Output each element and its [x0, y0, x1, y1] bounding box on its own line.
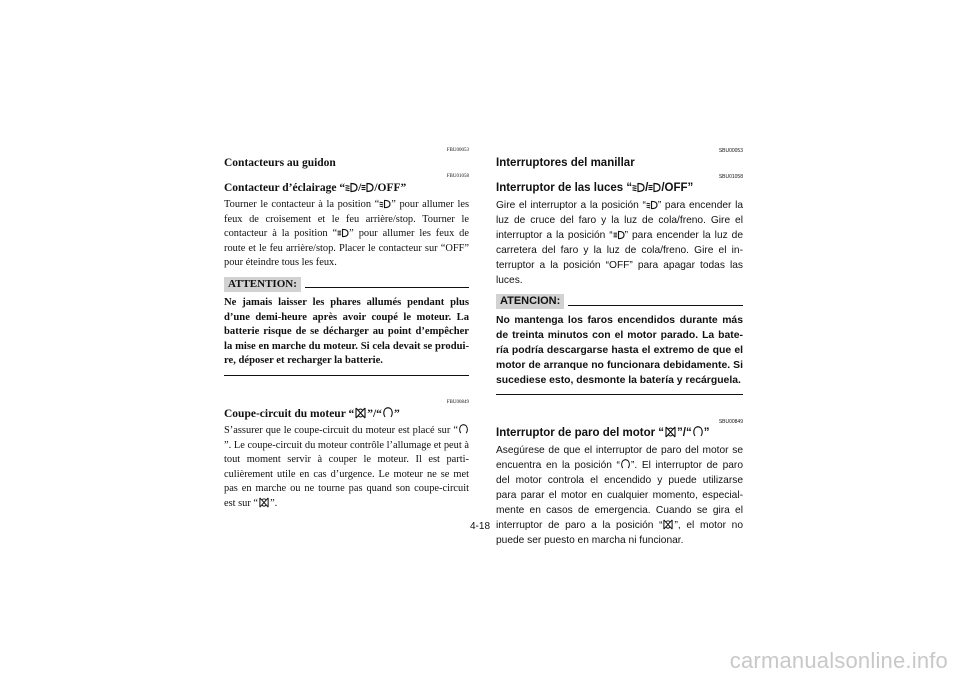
- high-beam-icon: [337, 228, 349, 238]
- high-beam-icon: [648, 182, 661, 193]
- divider: [305, 287, 469, 288]
- divider: [568, 305, 743, 306]
- engine-stop-paragraph: S’assurer que le coupe-circuit du moteur est placé sur “”. Le coupe-circuit du moteur contrôle l’allumage et peut à tout moment servir à couper le moteur. Il est particulièrement utile en cas d’urgence. Le moteur ne se met pas en marche ou ne tourne pas quand son coupe-circuit est sur “ ”.: [224, 424, 469, 509]
- engine-stop-heading: Interruptor de paro del motor “ ”/“ ”: [496, 427, 710, 439]
- engine-stop-heading: Coupe-circuit du moteur “ ”/“ ”: [224, 407, 400, 420]
- notice-text: Ne jamais laisser les phares allumés pendant plus d’une demi-heure après avoir coupé le moteur. La batterie risque de se décharger au point d’empêcher la mise en marche du moteur. Si cela devait se produire, déposer et recharger la batterie.: [224, 296, 469, 367]
- low-beam-icon: [646, 200, 658, 210]
- notice-header: [224, 277, 469, 292]
- section-code: SBU01058: [718, 174, 743, 180]
- high-beam-icon: [613, 230, 625, 240]
- spanish-column: [496, 148, 743, 548]
- light-switch-paragraph: Gire el interruptor a la posición “ ” para encender la luz de cruce del faro y la luz de cola/freno. Gire el interruptor a la posición “ ” para encender la luz de carretera del faro y la luz de cola/freno. Gire el interruptor a la posición “OFF” para apagar todas las luces.: [496, 200, 743, 286]
- engine-stop-paragraph: Asegúrese de que el interruptor de paro del motor se encuentra en la posición “ ”. El interruptor de paro del motor controla el encendido y puede utilizarse para parar el motor en cualquier momento, especialmente en casos de emergencia. Cuando se gira el interruptor de paro a la posición “ ”, el motor no puede ser puesto en marcha ni funcionar.: [496, 445, 743, 546]
- section-code: FBU00053: [446, 148, 469, 153]
- section-code: FBU00849: [446, 399, 469, 405]
- light-switch-heading: Interruptor de las luces “ / /OFF”: [496, 182, 694, 194]
- french-column: [224, 148, 469, 512]
- notice-label: ATENCION:: [496, 294, 564, 309]
- notice-label: ATTENTION:: [224, 277, 301, 292]
- section-code: SBU00053: [718, 148, 743, 154]
- light-switch-paragraph: Tourner le contacteur à la position “ ” pour allumer les feux de croisement et le feu arrière/stop. Tourner le contacteur à la position “ ” pour allumer les feux de route et le feu arrière/stop. Placer le contacteur sur “OFF” pour éteindre tous les feux.: [224, 199, 469, 269]
- engine-stop-off-icon: [258, 497, 270, 508]
- low-beam-icon: [632, 182, 645, 193]
- engine-run-icon: [692, 426, 704, 438]
- section-title: Interruptores del manillar: [496, 157, 635, 169]
- section-title: Contacteurs au guidon: [224, 157, 336, 169]
- section-code: SBU00849: [718, 419, 743, 425]
- low-beam-icon: [345, 182, 358, 193]
- notice-header: [496, 294, 743, 309]
- engine-run-icon: [382, 407, 394, 419]
- low-beam-icon: [379, 199, 391, 209]
- high-beam-icon: [361, 182, 374, 193]
- engine-stop-off-icon: [354, 407, 367, 419]
- engine-stop-off-icon: [662, 519, 674, 530]
- light-switch-heading: Contacteur d’éclairage “ / /OFF”: [224, 182, 407, 194]
- engine-run-icon: [458, 424, 469, 435]
- section-code: FBU01058: [446, 174, 469, 179]
- engine-run-icon: [620, 459, 631, 470]
- notice-text: No mantenga los faros encendidos durante más de treinta minutos con el motor parado. La batería podría descargarse hasta el extremo de que el motor de arranque no funcionara debidamente. Si sucediese esto, desmonte la batería y recárguela.: [496, 315, 743, 386]
- page-number: 4-18: [470, 521, 491, 532]
- watermark: carmanualsonline.info: [729, 648, 948, 673]
- engine-stop-off-icon: [664, 426, 677, 438]
